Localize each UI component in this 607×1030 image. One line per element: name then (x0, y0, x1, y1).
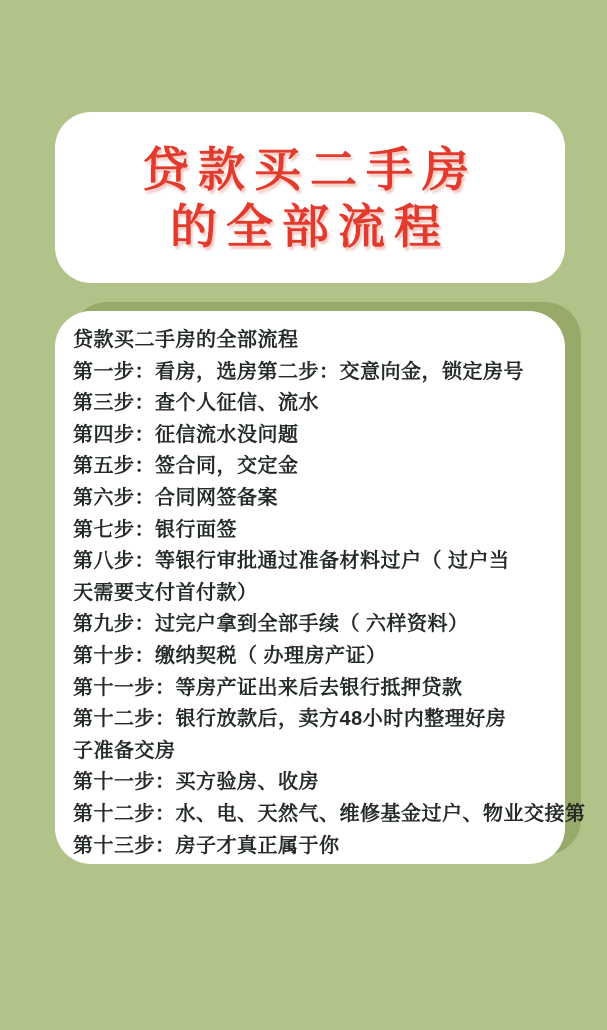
steps-card (55, 311, 586, 864)
poster-title-line-1: 贷款买二手房 (142, 142, 478, 196)
poster-title-line-2: 的全部流程 (170, 199, 450, 253)
step-line-5: 第五步：签合同，交定金 (73, 455, 299, 478)
step-line-10: 第十步：缴纳契税（ 办理房产证） (73, 644, 387, 667)
step-line-8: 第八步：等银行审批通过准备材料过户（ 过户当 (73, 550, 510, 573)
step-line-11: 第十一步：等房产证出来后去银行抵押贷款 (73, 676, 463, 699)
step-line-9: 第九步：过完户拿到全部手续（ 六样资料） (73, 613, 469, 636)
step-line-12: 第十二步：银行放款后，卖方48小时内整理好房 (73, 708, 507, 731)
steps-heading: 贷款买二手房的全部流程 (73, 329, 299, 351)
step-line-6: 第六步：合同网签备案 (73, 486, 278, 509)
step-line-3: 第三步：查个人征信、流水 (73, 392, 319, 415)
step-line-11b: 第十一步：买方验房、收房 (73, 771, 319, 794)
step-line-12b: 第十二步：水、电、天然气、维修基金过户、物业交接第 (73, 802, 586, 825)
step-line-12-wrap: 子准备交房 (73, 739, 176, 762)
step-line-8-wrap: 天需要支付首付款） (73, 581, 258, 604)
step-line-1: 第一步：看房，选房第二步：交意向金，锁定房号 (73, 360, 524, 383)
title-card (55, 112, 565, 283)
step-line-4: 第四步：征信流水没问题 (73, 423, 299, 446)
step-line-13: 第十三步：房子才真正属于你 (73, 834, 340, 857)
step-line-7: 第七步：银行面签 (73, 518, 237, 541)
